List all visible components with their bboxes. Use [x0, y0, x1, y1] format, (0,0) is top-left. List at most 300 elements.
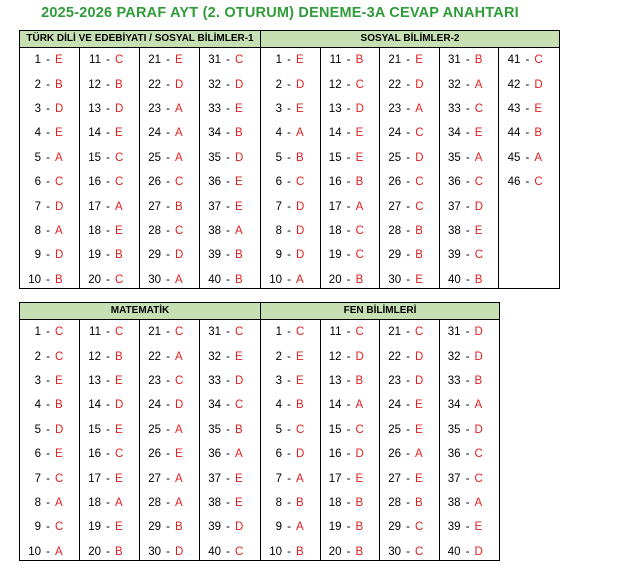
question-number: 25 [388, 151, 402, 164]
answer-letter: C [115, 176, 124, 189]
dash-separator: - [406, 545, 410, 558]
answer-letter: E [115, 472, 123, 485]
answer-row [321, 121, 380, 145]
answer-letter: E [296, 374, 304, 387]
dash-separator: - [226, 151, 230, 164]
answer-row [321, 48, 380, 72]
answer-row [140, 194, 199, 218]
dash-separator: - [287, 200, 291, 213]
answer-row [200, 194, 260, 218]
answer-column [200, 320, 260, 560]
question-number: 3 [275, 102, 282, 115]
dash-separator: - [525, 127, 530, 140]
answer-row [200, 442, 260, 466]
answer-letter: B [355, 176, 364, 189]
answer-letter: E [296, 54, 304, 67]
dash-separator: - [106, 326, 110, 339]
question-number: 8 [275, 224, 282, 237]
answer-column [200, 48, 260, 288]
dash-separator: - [406, 472, 410, 485]
answer-row [20, 540, 79, 564]
answer-row [20, 72, 79, 96]
question-number: 32 [447, 78, 461, 91]
answer-row [440, 219, 499, 243]
question-number: 10 [269, 545, 282, 558]
dash-separator: - [465, 54, 470, 67]
question-number: 32 [447, 350, 461, 363]
answer-letter: A [175, 273, 183, 286]
answer-columns [261, 48, 559, 288]
answer-row [321, 97, 380, 121]
answer-row [200, 491, 260, 515]
answer-row [261, 369, 320, 393]
answer-letter: A [355, 399, 364, 412]
answer-row [321, 515, 380, 539]
answer-letter: D [474, 350, 483, 363]
answer-row [20, 170, 79, 194]
answer-row [20, 146, 79, 170]
answer-letter: E [355, 151, 364, 164]
answer-letter: B [235, 273, 243, 286]
dash-separator: - [406, 127, 411, 140]
answer-row [380, 369, 439, 393]
answer-letter: B [115, 545, 123, 558]
dash-separator: - [106, 127, 110, 140]
answer-row [20, 194, 79, 218]
answer-letter: C [355, 326, 364, 339]
answer-row [20, 219, 79, 243]
question-number: 24 [148, 399, 161, 412]
answer-row [321, 194, 380, 218]
answer-letter: E [235, 200, 243, 213]
answer-letter: E [415, 423, 423, 436]
question-number: 29 [388, 521, 401, 534]
dash-separator: - [166, 249, 170, 262]
dash-separator: - [465, 151, 470, 164]
bottom-answer-table [19, 302, 500, 561]
dash-separator: - [106, 224, 110, 237]
question-number: 25 [388, 423, 401, 436]
dash-separator: - [465, 496, 470, 509]
answer-letter: A [175, 127, 183, 140]
answer-letter: B [235, 423, 243, 436]
dash-separator: - [166, 127, 170, 140]
dash-separator: - [106, 78, 110, 91]
answer-column [321, 320, 381, 560]
answer-letter: C [296, 326, 305, 339]
answer-letter: C [534, 176, 543, 189]
dash-separator: - [287, 54, 291, 67]
question-number: 9 [34, 249, 41, 262]
dash-separator: - [46, 54, 50, 67]
dash-separator: - [406, 273, 411, 286]
answer-letter: E [355, 127, 364, 140]
answer-letter: D [115, 102, 124, 115]
dash-separator: - [226, 176, 230, 189]
answer-row [321, 393, 380, 417]
answer-letter: C [175, 326, 184, 339]
dash-separator: - [406, 326, 410, 339]
answer-letter: B [115, 249, 123, 262]
question-number: 39 [208, 521, 221, 534]
answer-letter: D [474, 200, 484, 213]
answer-letter: D [355, 350, 364, 363]
dash-separator: - [166, 54, 170, 67]
dash-separator: - [287, 472, 291, 485]
answer-row [321, 418, 380, 442]
question-number: 13 [88, 102, 101, 115]
question-number: 39 [447, 521, 461, 534]
answer-letter: A [175, 472, 183, 485]
dash-separator: - [46, 273, 50, 286]
question-number: 15 [328, 151, 342, 164]
dash-separator: - [166, 399, 170, 412]
dash-separator: - [287, 521, 291, 534]
dash-separator: - [166, 472, 170, 485]
dash-separator: - [166, 448, 170, 461]
answer-row [200, 243, 260, 267]
answer-row [80, 466, 139, 490]
question-number: 21 [148, 54, 161, 67]
question-number: 7 [34, 200, 41, 213]
dash-separator: - [166, 200, 170, 213]
dash-separator: - [226, 127, 230, 140]
question-number: 36 [447, 176, 461, 189]
answer-letter: C [415, 326, 424, 339]
question-number: 21 [388, 326, 401, 339]
answer-letter: D [534, 78, 543, 91]
dash-separator: - [525, 151, 530, 164]
answer-row [20, 320, 79, 344]
answer-letter: D [175, 399, 184, 412]
answer-row [80, 540, 139, 564]
question-number: 33 [447, 102, 461, 115]
answer-letter: C [415, 200, 424, 213]
answer-row [440, 146, 499, 170]
dash-separator: - [465, 423, 470, 436]
question-number: 29 [148, 521, 161, 534]
answer-row [140, 243, 199, 267]
question-number: 20 [88, 273, 101, 286]
question-number: 18 [328, 496, 342, 509]
dash-separator: - [346, 102, 351, 115]
answer-column [440, 320, 500, 560]
answer-letter: A [296, 472, 304, 485]
answer-letter: D [415, 151, 424, 164]
dash-separator: - [226, 78, 230, 91]
dash-separator: - [46, 102, 50, 115]
section-sosyal2 [260, 31, 559, 288]
dash-separator: - [346, 350, 351, 363]
dash-separator: - [465, 326, 470, 339]
dash-separator: - [106, 496, 110, 509]
answer-letter: C [474, 472, 483, 485]
answer-letter: C [235, 545, 244, 558]
question-number: 22 [388, 78, 402, 91]
dash-separator: - [525, 176, 530, 189]
answer-row [440, 194, 499, 218]
answer-letter: A [415, 448, 423, 461]
question-number: 45 [507, 151, 521, 164]
dash-separator: - [406, 200, 411, 213]
answer-row [440, 442, 500, 466]
dash-separator: - [226, 545, 230, 558]
answer-row [321, 344, 380, 368]
answer-row [140, 393, 199, 417]
answer-row [321, 369, 380, 393]
dash-separator: - [287, 326, 291, 339]
dash-separator: - [346, 423, 351, 436]
question-number: 9 [275, 521, 282, 534]
dash-separator: - [226, 399, 230, 412]
answer-row [80, 418, 139, 442]
question-number: 17 [88, 200, 101, 213]
question-number: 24 [148, 127, 161, 140]
answer-row [80, 170, 139, 194]
question-number: 8 [275, 496, 282, 509]
answer-column [261, 320, 321, 560]
answer-row [140, 320, 199, 344]
answer-letter: C [355, 224, 364, 237]
answer-row [440, 393, 500, 417]
dash-separator: - [287, 102, 291, 115]
answer-row [380, 344, 439, 368]
question-number: 28 [388, 224, 402, 237]
answer-columns [20, 320, 260, 560]
question-number: 38 [447, 496, 461, 509]
answer-letter: C [235, 326, 244, 339]
answer-row [140, 369, 199, 393]
dash-separator: - [106, 249, 110, 262]
dash-separator: - [166, 423, 170, 436]
question-number: 35 [447, 151, 461, 164]
question-number: 12 [328, 350, 342, 363]
dash-separator: - [106, 472, 110, 485]
question-number: 40 [447, 273, 461, 286]
question-number: 35 [447, 423, 461, 436]
answer-letter: C [175, 176, 184, 189]
answer-row [440, 491, 500, 515]
question-number: 3 [275, 374, 282, 387]
answer-letter: D [55, 102, 64, 115]
question-number: 30 [388, 273, 402, 286]
question-number: 38 [447, 224, 461, 237]
dash-separator: - [226, 273, 230, 286]
question-number: 37 [208, 472, 221, 485]
answer-letter: E [175, 448, 183, 461]
answer-letter: A [474, 78, 483, 91]
dash-separator: - [287, 78, 291, 91]
dash-separator: - [226, 521, 230, 534]
answer-letter: C [175, 374, 184, 387]
answer-letter: B [175, 521, 183, 534]
answer-letter: E [55, 374, 63, 387]
answer-row [321, 243, 380, 267]
answer-letter: C [534, 54, 543, 67]
answer-row [20, 466, 79, 490]
answer-letter: E [115, 521, 123, 534]
answer-letter: D [235, 374, 244, 387]
question-number: 36 [447, 448, 461, 461]
answer-row [200, 344, 260, 368]
question-number: 5 [275, 151, 282, 164]
answer-letter: B [415, 224, 423, 237]
answer-row [140, 540, 199, 564]
question-number: 41 [507, 54, 521, 67]
answer-letter: C [415, 127, 424, 140]
answer-letter: D [175, 78, 184, 91]
answer-letter: D [55, 249, 64, 262]
question-number: 2 [275, 350, 282, 363]
answer-letter: C [55, 521, 64, 534]
question-number: 25 [148, 423, 161, 436]
question-number: 40 [208, 545, 221, 558]
answer-letter: C [55, 472, 64, 485]
question-number: 27 [388, 200, 402, 213]
dash-separator: - [287, 127, 291, 140]
question-number: 5 [34, 151, 41, 164]
question-number: 30 [148, 273, 161, 286]
answer-letter: A [296, 127, 304, 140]
answer-letter: D [355, 448, 364, 461]
answer-column [380, 320, 440, 560]
question-number: 14 [88, 399, 101, 412]
question-number: 29 [388, 249, 402, 262]
answer-row [80, 48, 139, 72]
dash-separator: - [106, 350, 110, 363]
question-number: 19 [328, 249, 342, 262]
answer-row [20, 393, 79, 417]
answer-row [380, 194, 439, 218]
dash-separator: - [346, 176, 351, 189]
answer-letter: D [415, 350, 424, 363]
answer-letter: B [55, 78, 63, 91]
answer-row [380, 442, 439, 466]
question-number: 28 [148, 224, 161, 237]
dash-separator: - [166, 224, 170, 237]
dash-separator: - [46, 472, 50, 485]
question-number: 39 [208, 249, 221, 262]
question-number: 17 [328, 472, 342, 485]
question-number: 30 [148, 545, 161, 558]
answer-row [321, 540, 380, 564]
answer-column [440, 48, 500, 288]
question-number: 9 [34, 521, 41, 534]
answer-row [440, 466, 500, 490]
dash-separator: - [46, 176, 50, 189]
answer-row [261, 194, 320, 218]
dash-separator: - [346, 399, 351, 412]
dash-separator: - [106, 273, 110, 286]
answer-row [321, 268, 380, 292]
question-number: 31 [208, 54, 221, 67]
dash-separator: - [46, 151, 50, 164]
answer-letter: D [55, 200, 64, 213]
answer-letter: B [296, 545, 304, 558]
question-number: 6 [34, 448, 41, 461]
answer-letter: C [115, 151, 124, 164]
answer-column [80, 48, 140, 288]
answer-letter: B [474, 374, 483, 387]
question-number: 16 [88, 176, 101, 189]
dash-separator: - [106, 423, 110, 436]
answer-columns [261, 320, 499, 560]
answer-row [261, 442, 320, 466]
answer-row [261, 540, 320, 564]
answer-row [321, 170, 380, 194]
dash-separator: - [166, 273, 170, 286]
answer-letter: C [55, 176, 64, 189]
dash-separator: - [287, 448, 291, 461]
dash-separator: - [465, 176, 470, 189]
question-number: 34 [447, 399, 461, 412]
answer-row [380, 418, 439, 442]
question-number: 2 [275, 78, 282, 91]
answer-letter: C [235, 54, 244, 67]
answer-row [380, 515, 439, 539]
question-number: 3 [34, 102, 41, 115]
answer-letter: B [355, 273, 364, 286]
question-number: 24 [388, 399, 401, 412]
question-number: 14 [328, 399, 342, 412]
dash-separator: - [46, 545, 50, 558]
dash-separator: - [465, 273, 470, 286]
question-number: 37 [447, 200, 461, 213]
answer-row [140, 442, 199, 466]
dash-separator: - [465, 78, 470, 91]
answer-row [200, 418, 260, 442]
dash-separator: - [226, 200, 230, 213]
question-number: 14 [88, 127, 101, 140]
answer-letter: A [175, 102, 183, 115]
answer-row [499, 72, 559, 96]
answer-letter: E [296, 350, 304, 363]
answer-letter: A [474, 496, 483, 509]
answer-letter: D [296, 78, 305, 91]
answer-letter: B [296, 399, 304, 412]
question-number: 7 [275, 200, 282, 213]
answer-letter: B [415, 496, 423, 509]
question-number: 1 [275, 54, 282, 67]
answer-column [499, 48, 559, 288]
section-fen [260, 303, 499, 560]
question-number: 18 [88, 496, 101, 509]
answer-letter: A [175, 423, 183, 436]
answer-letter: A [534, 151, 543, 164]
answer-letter: C [115, 54, 124, 67]
section-matematik [20, 303, 260, 560]
question-number: 36 [208, 448, 221, 461]
answer-letter: A [175, 151, 183, 164]
question-number: 4 [275, 127, 282, 140]
answer-row [380, 268, 439, 292]
answer-row [140, 466, 199, 490]
answer-row [380, 320, 439, 344]
question-number: 18 [328, 224, 342, 237]
question-number: 13 [328, 102, 342, 115]
question-number: 11 [329, 326, 342, 339]
dash-separator: - [346, 127, 351, 140]
answer-letter: E [534, 102, 543, 115]
dash-separator: - [226, 326, 230, 339]
question-number: 11 [329, 54, 342, 67]
answer-letter: B [355, 374, 364, 387]
section-header: SOSYAL BİLİMLER-2 [261, 31, 559, 48]
answer-row [80, 491, 139, 515]
question-number: 36 [208, 176, 221, 189]
answer-row [140, 72, 199, 96]
answer-column [140, 48, 200, 288]
